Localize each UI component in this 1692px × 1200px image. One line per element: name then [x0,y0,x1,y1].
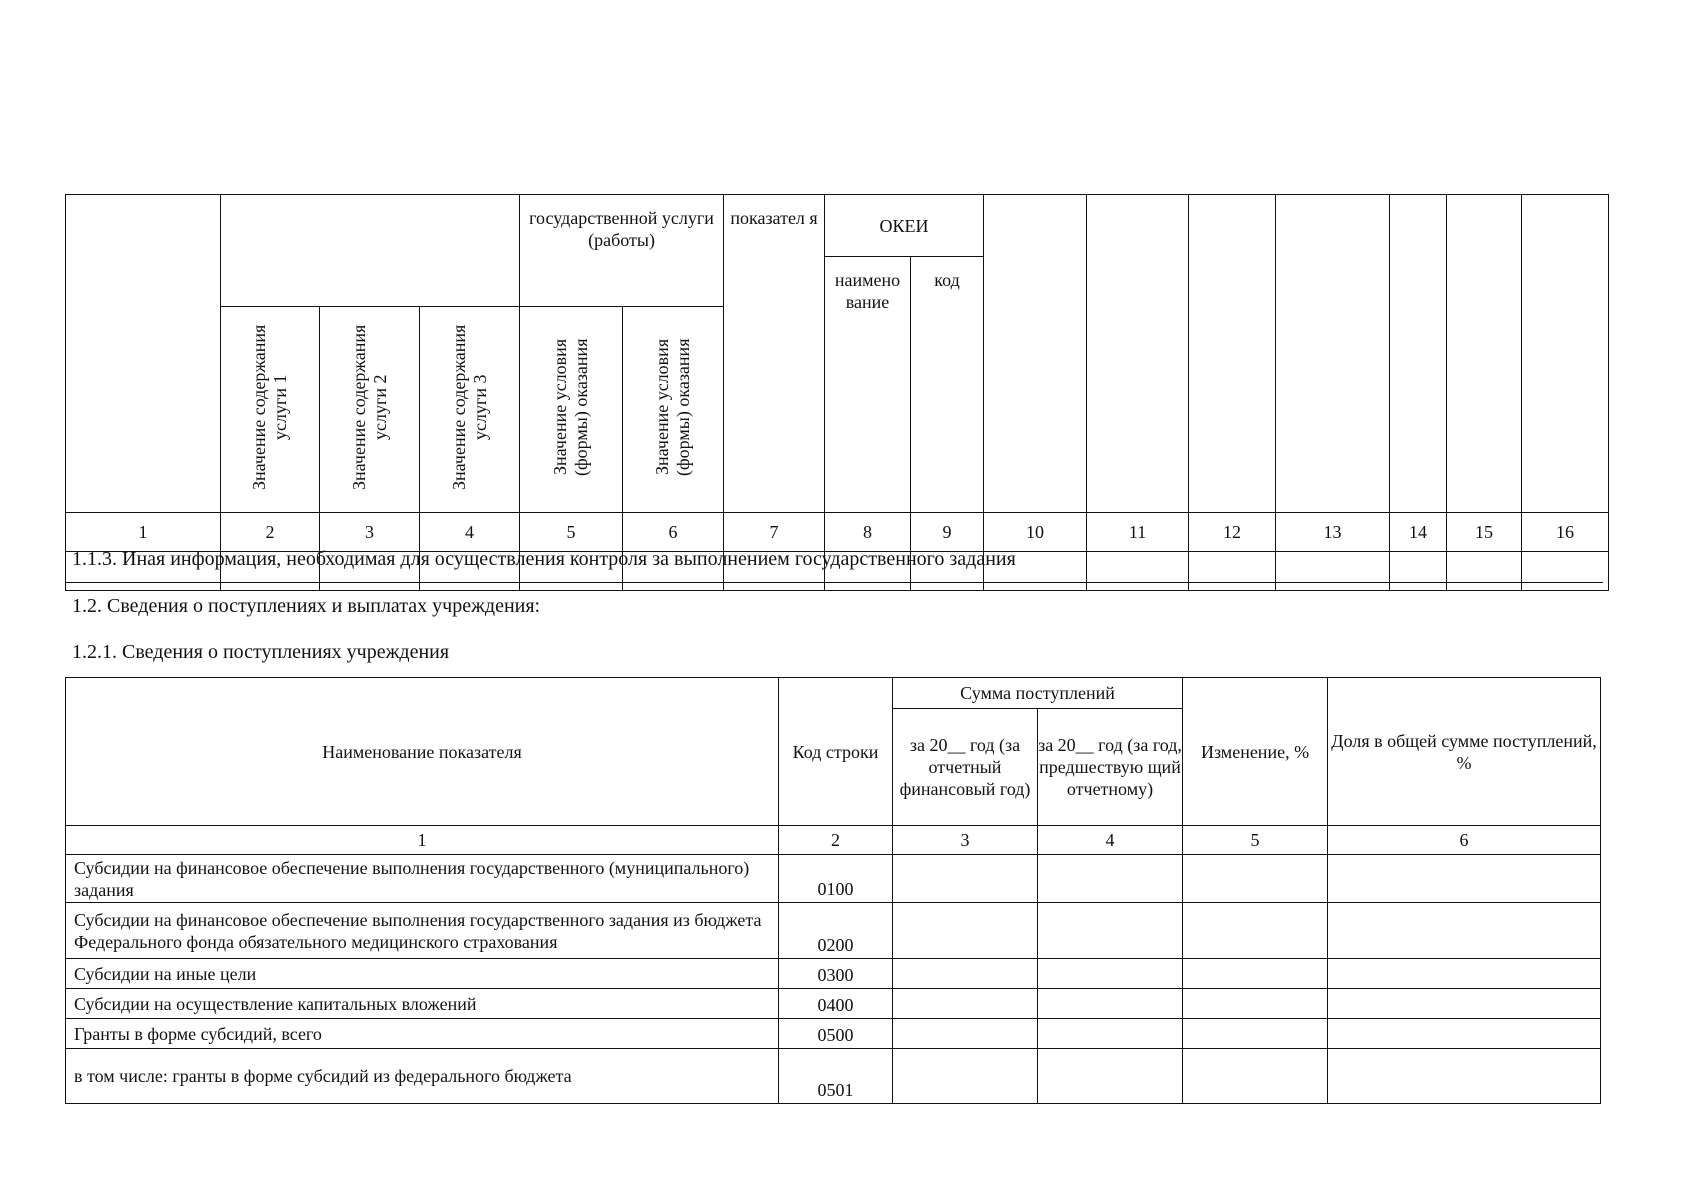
vertical-header-cell [520,307,623,513]
fill-in-line[interactable] [65,582,1603,583]
row-code-header: Код строки [779,678,893,826]
col-number: 4 [1038,826,1183,855]
col-number: 11 [1087,513,1189,552]
vertical-header-cell [420,307,520,513]
column-number-row [66,513,1609,552]
header-col-11 [1087,195,1189,513]
data-cell[interactable] [1390,552,1447,591]
data-cell[interactable] [1038,989,1183,1019]
col-number: 3 [893,826,1038,855]
section-1-2-title: 1.2. Сведения о поступлениях и выплатах учреждения: [72,595,541,617]
reporting-year-header: за 20__ год (за отчетный финансовый год) [893,709,1038,826]
indicator-header: показател я [724,195,825,513]
okei-header: ОКЕИ [825,195,984,257]
row-name: Субсидии на осуществление капитальных вложений [66,989,779,1019]
data-cell[interactable] [1328,903,1601,959]
table-row [66,959,1601,989]
col-number: 15 [1447,513,1522,552]
row-code: 0501 [779,1049,893,1104]
content-value-1-label: Значение содержания услуги 1 [249,324,290,490]
row-name: Субсидии на финансовое обеспечение выполнения государственного (муниципального) задания [66,855,779,903]
table-row [66,855,1601,903]
condition-value-1-label: Значение условия (формы) оказания [550,338,592,476]
col-number: 5 [1183,826,1328,855]
table-row [66,989,1601,1019]
data-cell[interactable] [893,989,1038,1019]
data-cell[interactable] [1522,552,1609,591]
share-header: Доля в общей сумме поступлений, % [1328,678,1601,826]
data-cell[interactable] [893,903,1038,959]
previous-year-header: за 20__ год (за год, предшествую щий отчетному) [1038,709,1183,826]
row-name: в том числе: гранты в форме субсидий из федерального бюджета [66,1049,779,1104]
data-cell[interactable] [1328,855,1601,903]
okei-code-header: код [911,257,984,513]
table-row [66,1049,1601,1104]
data-cell[interactable] [1038,959,1183,989]
header-col-14 [1390,195,1447,513]
data-cell[interactable] [1189,552,1276,591]
change-header: Изменение, % [1183,678,1328,826]
data-cell[interactable] [1038,903,1183,959]
row-code: 0300 [779,959,893,989]
data-cell[interactable] [1183,1049,1328,1104]
receipts-table [65,677,1601,1104]
row-code: 0400 [779,989,893,1019]
data-cell[interactable] [1328,959,1601,989]
data-cell[interactable] [1447,552,1522,591]
col-number: 8 [825,513,911,552]
condition-value-2-label: Значение условия (формы) оказания [652,338,694,476]
data-cell[interactable] [1276,552,1390,591]
col-number: 9 [911,513,984,552]
header-col-16 [1522,195,1609,513]
col-number: 16 [1522,513,1609,552]
content-value-3-label: Значение содержания услуги 3 [448,324,490,490]
vertical-header-cell [221,307,320,513]
row-code: 0100 [779,855,893,903]
data-cell[interactable] [1328,1049,1601,1104]
row-code: 0500 [779,1019,893,1049]
data-cell[interactable] [1038,1049,1183,1104]
data-cell[interactable] [1328,989,1601,1019]
data-cell[interactable] [1038,855,1183,903]
row-code: 0200 [779,903,893,959]
data-cell[interactable] [1038,1019,1183,1049]
col-number: 1 [66,826,779,855]
col-number: 6 [1328,826,1601,855]
col-number: 2 [779,826,893,855]
data-cell[interactable] [893,1019,1038,1049]
data-cell[interactable] [893,959,1038,989]
okei-name-header: наимено вание [825,257,911,513]
data-cell[interactable] [1183,903,1328,959]
header-col-13 [1276,195,1390,513]
row-name: Субсидии на финансовое обеспечение выполнения государственного задания из бюджета Федерального фонда обязательного медицинского страхования [66,903,779,959]
data-cell[interactable] [1087,552,1189,591]
vertical-header-cell [320,307,420,513]
vertical-header-cell [623,307,724,513]
receipts-sum-header: Сумма поступлений [893,678,1183,709]
service-content-group-header [221,195,520,307]
col-number: 7 [724,513,825,552]
col-number: 4 [420,513,520,552]
section-1-1-3-title: 1.1.3. Иная информация, необходимая для осуществления контроля за выполнением государственного задания [72,548,1016,570]
col-number: 6 [623,513,724,552]
table-row [66,903,1601,959]
content-value-2-label: Значение содержания услуги 2 [348,324,390,490]
col-number: 5 [520,513,623,552]
section-1-2-1-title: 1.2.1. Сведения о поступлениях учреждения [72,641,450,663]
header-col-10 [984,195,1087,513]
col-number: 1 [66,513,221,552]
data-cell[interactable] [1183,989,1328,1019]
data-cell[interactable] [1183,959,1328,989]
data-cell[interactable] [893,855,1038,903]
data-cell[interactable] [1183,1019,1328,1049]
row-name: Гранты в форме субсидий, всего [66,1019,779,1049]
service-quality-table [65,194,1609,591]
gov-service-header: государственной услуги (работы) [520,195,724,307]
header-col-15 [1447,195,1522,513]
col-number: 2 [221,513,320,552]
empty-header-cell [66,195,221,513]
data-cell[interactable] [893,1049,1038,1104]
col-number: 14 [1390,513,1447,552]
indicator-name-header: Наименование показателя [66,678,779,826]
data-cell[interactable] [1183,855,1328,903]
col-number: 13 [1276,513,1390,552]
row-name: Субсидии на иные цели [66,959,779,989]
column-number-row [66,826,1601,855]
col-number: 3 [320,513,420,552]
table-row [66,1019,1601,1049]
col-number: 10 [984,513,1087,552]
data-cell[interactable] [1328,1019,1601,1049]
col-number: 12 [1189,513,1276,552]
header-col-12 [1189,195,1276,513]
